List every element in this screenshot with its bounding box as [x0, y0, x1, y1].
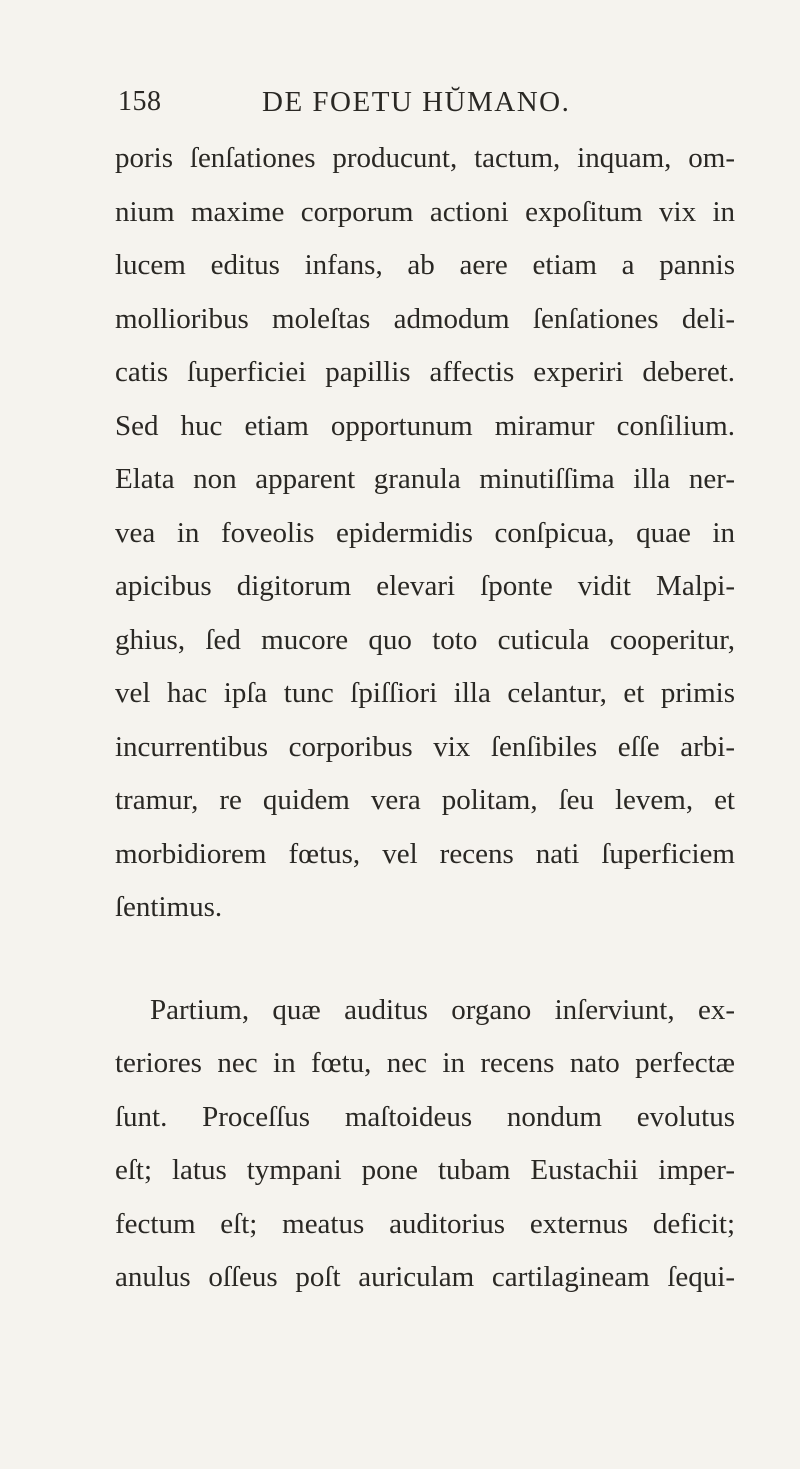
- text-line: mollioribus moleſtas admodum ſenſationes deli-: [115, 302, 735, 335]
- text-line: fectum eſt; meatus auditorius externus deficit;: [115, 1207, 735, 1240]
- paragraph-1: [115, 138, 735, 941]
- text-line: nium maxime corporum actioni expoſitum vix in: [115, 195, 735, 228]
- text-line: Partium, quæ auditus organo inſerviunt, ex-: [150, 993, 735, 1026]
- text-line: morbidiorem fœtus, vel recens nati ſuperficiem: [115, 837, 735, 870]
- text-line: vel hac ipſa tunc ſpiſſiori illa celantur, et primis: [115, 677, 735, 709]
- text-line: Sed huc etiam opportunum miramur conſilium.: [115, 409, 735, 442]
- text-line: catis ſuperficiei papillis affectis experiri deberet.: [115, 356, 735, 388]
- text-line: anulus oſſeus poſt auriculam cartilagineam ſequi-: [115, 1261, 735, 1293]
- text-line: vea in foveolis epidermidis conſpicua, quae in: [115, 516, 735, 549]
- text-line: incurrentibus corporibus vix ſenſibiles eſſe arbi-: [115, 730, 735, 763]
- text-line: tramur, re quidem vera politam, ſeu levem, et: [115, 784, 735, 816]
- page-number: 158: [118, 86, 162, 117]
- text-line: apicibus digitorum elevari ſponte vidit Malpi-: [115, 570, 735, 602]
- page-header: [0, 86, 800, 126]
- paragraph-gap: [115, 941, 735, 990]
- text-line: poris ſenſationes producunt, tactum, inquam, om-: [115, 142, 735, 174]
- text-line: ſentimus.: [115, 891, 223, 923]
- text-line: Elata non apparent granula minutiſſima illa ner-: [115, 463, 735, 495]
- text-line: teriores nec in fœtu, nec in recens nato perfectæ: [115, 1047, 735, 1079]
- text-line: lucem editus infans, ab aere etiam a pannis: [115, 249, 735, 281]
- running-title: DE FOETU HŬMANO.: [262, 86, 571, 118]
- text-line: ghius, ſed mucore quo toto cuticula cooperitur,: [115, 623, 735, 656]
- paragraph-2: [115, 990, 735, 1311]
- text-line: eſt; latus tympani pone tubam Eustachii imper-: [115, 1154, 735, 1186]
- body-text: [115, 138, 735, 1311]
- text-line: ſunt. Proceſſus maſtoideus nondum evolutus: [115, 1100, 735, 1133]
